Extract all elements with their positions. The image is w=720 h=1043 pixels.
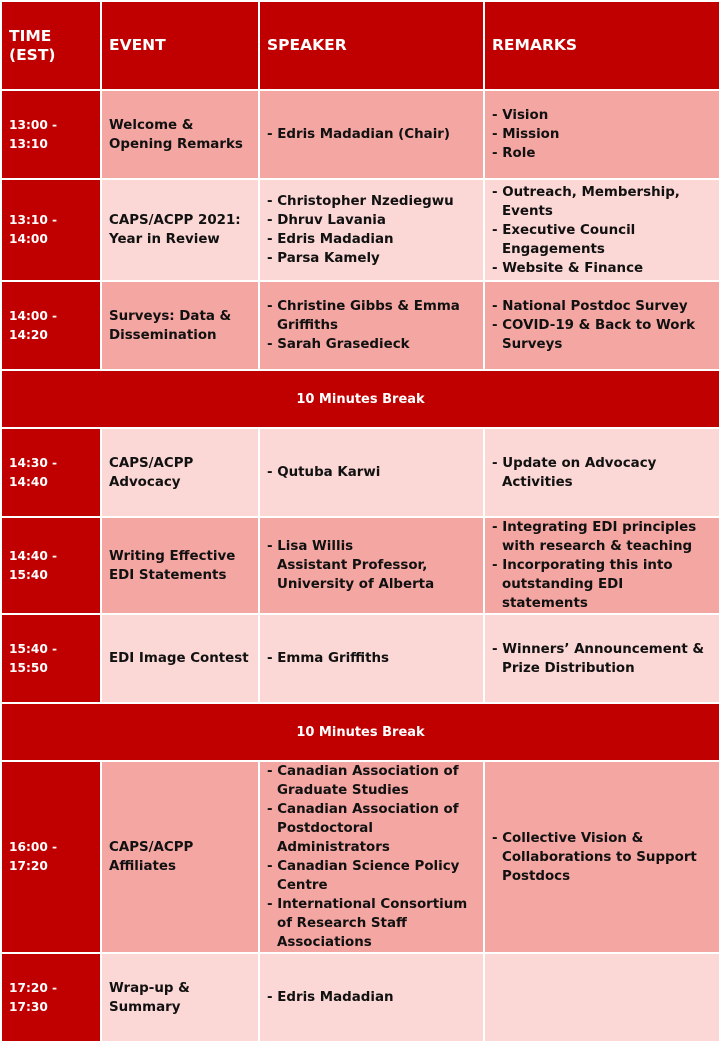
event-cell: CAPS/ACPP Affiliates — [101, 761, 259, 953]
remarks-cell — [484, 761, 720, 953]
remark-item: - Integrating EDI principles with research & teaching — [492, 518, 712, 556]
schedule-body — [1, 90, 720, 1042]
event-cell: CAPS/ACPP Advocacy — [101, 428, 259, 517]
remark-item: - COVID-19 & Back to Work Surveys — [492, 316, 712, 354]
schedule-row — [1, 428, 720, 517]
speaker-list — [267, 649, 476, 668]
remarks-cell — [484, 614, 720, 703]
speaker-item: - Dhruv Lavania — [267, 211, 476, 230]
speaker-item: - Edris Madadian — [267, 988, 476, 1007]
speaker-cell — [259, 428, 484, 517]
remark-item: - Winners’ Announcement & Prize Distribution — [492, 640, 712, 678]
schedule-row — [1, 517, 720, 614]
speaker-item: - Edris Madadian (Chair) — [267, 125, 476, 144]
time-cell: 14:00 - 14:20 — [1, 281, 101, 370]
remarks-cell — [484, 90, 720, 179]
remark-item: - Collective Vision & Collaborations to Support Postdocs — [492, 829, 712, 886]
remarks-cell — [484, 281, 720, 370]
remarks-list — [492, 297, 712, 354]
time-cell: 13:00 - 13:10 — [1, 90, 101, 179]
schedule-row — [1, 90, 720, 179]
remarks-cell — [484, 953, 720, 1042]
schedule-row — [1, 614, 720, 703]
remarks-list — [492, 454, 712, 492]
remark-item: - Vision — [492, 106, 712, 125]
remarks-cell — [484, 428, 720, 517]
speaker-list — [267, 463, 476, 482]
schedule-row — [1, 179, 720, 281]
speaker-item: - Qutuba Karwi — [267, 463, 476, 482]
remark-item: - Outreach, Membership, Events — [492, 183, 712, 221]
speaker-cell — [259, 281, 484, 370]
header-event: EVENT — [101, 1, 259, 90]
header-remarks: REMARKS — [484, 1, 720, 90]
event-cell: EDI Image Contest — [101, 614, 259, 703]
speaker-item: - Parsa Kamely — [267, 249, 476, 268]
speaker-list — [267, 125, 476, 144]
event-cell: Writing Effective EDI Statements — [101, 517, 259, 614]
speaker-item: - Christine Gibbs & Emma Griffiths — [267, 297, 476, 335]
header-row — [1, 1, 720, 90]
speaker-item: - Sarah Grasedieck — [267, 335, 476, 354]
remarks-cell — [484, 179, 720, 281]
event-cell: Welcome & Opening Remarks — [101, 90, 259, 179]
remark-item: - Incorporating this into outstanding EDI statements — [492, 556, 712, 613]
time-cell: 14:40 - 15:40 — [1, 517, 101, 614]
header-time: TIME (EST) — [1, 1, 101, 90]
speaker-list — [267, 537, 476, 594]
speaker-item: - Christopher Nzediegwu — [267, 192, 476, 211]
time-cell: 17:20 - 17:30 — [1, 953, 101, 1042]
break-row — [1, 703, 720, 761]
schedule-row — [1, 281, 720, 370]
remarks-list — [492, 518, 712, 613]
time-cell: 13:10 - 14:00 — [1, 179, 101, 281]
remarks-list — [492, 183, 712, 278]
speaker-item: - Canadian Association of Graduate Studies — [267, 762, 476, 800]
speaker-item: - Canadian Science Policy Centre — [267, 857, 476, 895]
event-cell: Wrap-up & Summary — [101, 953, 259, 1042]
speaker-item: - Emma Griffiths — [267, 649, 476, 668]
speaker-cell — [259, 179, 484, 281]
time-cell: 14:30 - 14:40 — [1, 428, 101, 517]
break-label: 10 Minutes Break — [1, 370, 720, 428]
remark-item: - Website & Finance — [492, 259, 712, 278]
remark-item: - National Postdoc Survey — [492, 297, 712, 316]
speaker-item: - Lisa Willis Assistant Professor, University of Alberta — [267, 537, 476, 594]
speaker-list — [267, 762, 476, 952]
speaker-item: - Canadian Association of Postdoctoral Administrators — [267, 800, 476, 857]
time-cell: 16:00 - 17:20 — [1, 761, 101, 953]
speaker-list — [267, 988, 476, 1007]
schedule-row — [1, 953, 720, 1042]
remark-item: - Role — [492, 144, 712, 163]
break-row — [1, 370, 720, 428]
schedule-row — [1, 761, 720, 953]
remarks-list — [492, 106, 712, 163]
event-cell: CAPS/ACPP 2021: Year in Review — [101, 179, 259, 281]
remark-item: - Executive Council Engagements — [492, 221, 712, 259]
remark-item: - Mission — [492, 125, 712, 144]
speaker-cell — [259, 953, 484, 1042]
remarks-list — [492, 829, 712, 886]
speaker-cell — [259, 90, 484, 179]
speaker-list — [267, 297, 476, 354]
remarks-list — [492, 640, 712, 678]
header-speaker: SPEAKER — [259, 1, 484, 90]
speaker-list — [267, 192, 476, 268]
speaker-cell — [259, 517, 484, 614]
speaker-cell — [259, 614, 484, 703]
remark-item: - Update on Advocacy Activities — [492, 454, 712, 492]
speaker-item: - Edris Madadian — [267, 230, 476, 249]
remarks-cell — [484, 517, 720, 614]
time-cell: 15:40 - 15:50 — [1, 614, 101, 703]
speaker-item: - International Consortium of Research Staff Associations — [267, 895, 476, 952]
break-label: 10 Minutes Break — [1, 703, 720, 761]
event-cell: Surveys: Data & Dissemination — [101, 281, 259, 370]
speaker-cell — [259, 761, 484, 953]
